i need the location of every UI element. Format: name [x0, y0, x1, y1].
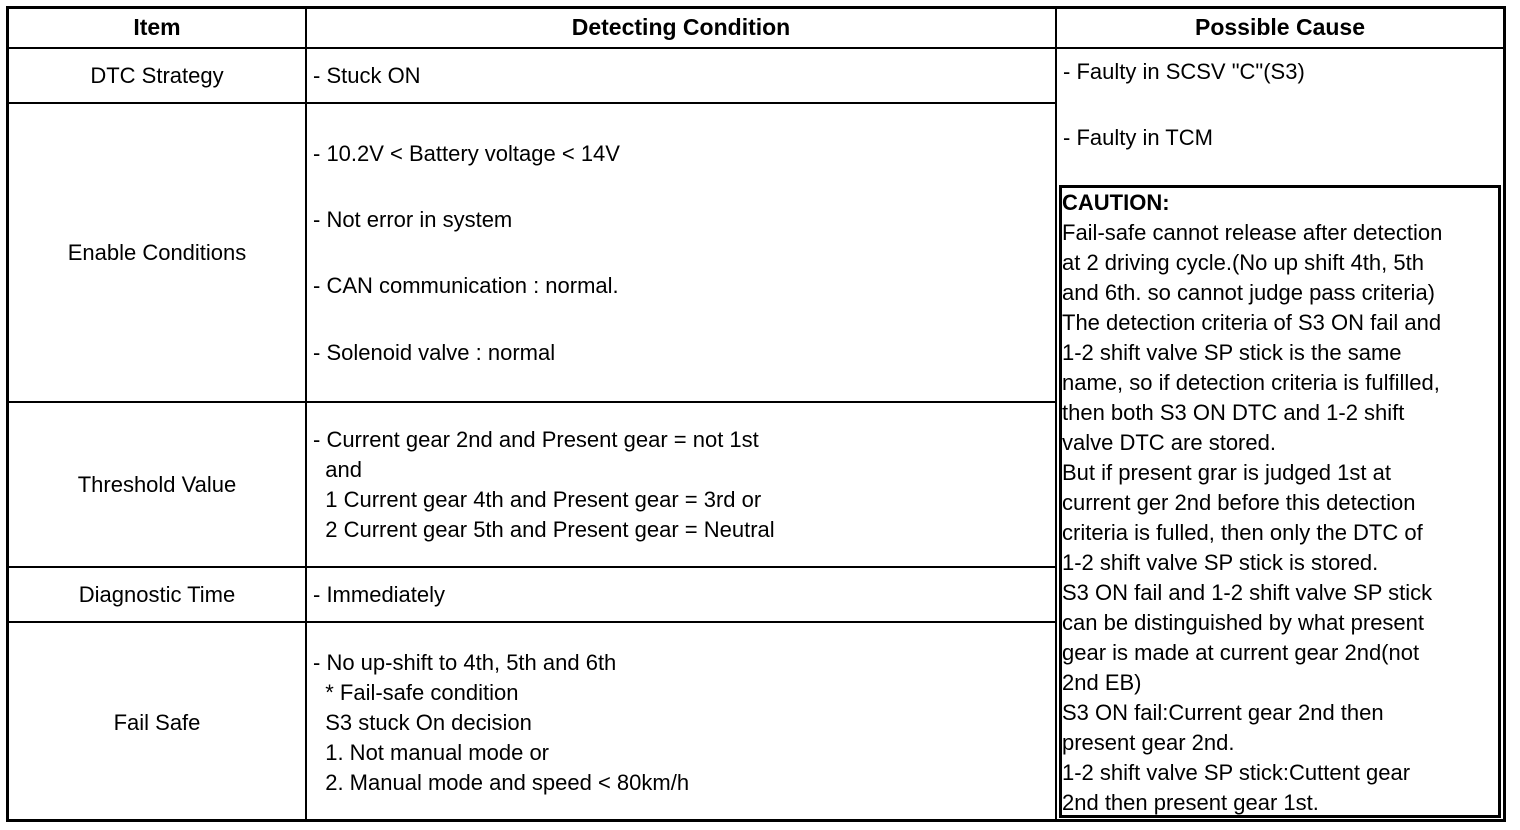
caution-line: then both S3 ON DTC and 1-2 shift	[1062, 400, 1405, 425]
cause-line: - Faulty in TCM	[1063, 125, 1213, 150]
condition-line: - Solenoid valve : normal	[313, 340, 556, 365]
item-threshold-value: Threshold Value	[77, 472, 237, 497]
caution-line: 2nd then present gear 1st.	[1062, 790, 1319, 815]
cause-line: - Faulty in SCSV "C"(S3)	[1063, 59, 1305, 84]
condition-line: - No up-shift to 4th, 5th and 6th	[313, 650, 617, 675]
caution-line: criteria is fulled, then only the DTC of	[1062, 520, 1423, 545]
caution-line: gear is made at current gear 2nd(not	[1062, 640, 1420, 665]
row-divider	[6, 102, 1056, 104]
caution-line: present gear 2nd.	[1062, 730, 1235, 755]
caution-line: 2nd EB)	[1062, 670, 1142, 695]
condition-line: 1. Not manual mode or	[313, 740, 550, 765]
condition-line: - Not error in system	[313, 207, 513, 232]
caution-line: S3 ON fail and 1-2 shift valve SP stick	[1062, 580, 1433, 605]
caution-line: at 2 driving cycle.(No up shift 4th, 5th	[1062, 250, 1424, 275]
caution-line: can be distinguished by what present	[1062, 610, 1425, 635]
condition-line: - 10.2V < Battery voltage < 14V	[313, 141, 620, 166]
row-divider	[6, 566, 1056, 568]
condition-line: 1 Current gear 4th and Present gear = 3rd or	[313, 487, 762, 512]
header-item: Item	[133, 14, 181, 40]
column-divider-condition	[1055, 6, 1057, 822]
caution-line: Fail-safe cannot release after detection	[1062, 220, 1443, 245]
row-divider	[6, 621, 1056, 623]
condition-line: - Immediately	[313, 582, 446, 607]
caution-line: 1-2 shift valve SP stick is the same	[1062, 340, 1402, 365]
caution-title: CAUTION:	[1062, 190, 1170, 215]
column-divider-item	[305, 6, 307, 822]
caution-line: valve DTC are stored.	[1062, 430, 1276, 455]
item-fail-safe: Fail Safe	[113, 710, 201, 735]
caution-line: The detection criteria of S3 ON fail and	[1062, 310, 1442, 335]
caution-line: and 6th. so cannot judge pass criteria)	[1062, 280, 1436, 305]
header-possible-cause: Possible Cause	[1194, 14, 1366, 40]
condition-line: - CAN communication : normal.	[313, 273, 619, 298]
condition-line: 2 Current gear 5th and Present gear = Neutral	[313, 517, 775, 542]
caution-line: 1-2 shift valve SP stick is stored.	[1062, 550, 1379, 575]
item-enable-conditions: Enable Conditions	[67, 240, 247, 265]
item-diagnostic-time: Diagnostic Time	[78, 582, 236, 607]
caution-line: current ger 2nd before this detection	[1062, 490, 1416, 515]
item-dtc-strategy: DTC Strategy	[90, 63, 224, 88]
condition-line: 2. Manual mode and speed < 80km/h	[313, 770, 690, 795]
caution-line: But if present grar is judged 1st at	[1062, 460, 1391, 485]
caution-text	[1062, 188, 1502, 818]
condition-line: - Current gear 2nd and Present gear = not 1st	[313, 427, 759, 452]
condition-line: S3 stuck On decision	[313, 710, 532, 735]
caution-line: name, so if detection criteria is fulfilled,	[1062, 370, 1440, 395]
row-divider	[6, 401, 1056, 403]
header-detecting-condition: Detecting Condition	[571, 14, 791, 40]
caution-line: 1-2 shift valve SP stick:Cuttent gear	[1062, 760, 1411, 785]
caution-line: S3 ON fail:Current gear 2nd then	[1062, 700, 1384, 725]
condition-line: * Fail-safe condition	[313, 680, 519, 705]
condition-line: - Stuck ON	[313, 63, 421, 88]
header-divider	[6, 47, 1506, 49]
condition-line: and	[313, 457, 362, 482]
